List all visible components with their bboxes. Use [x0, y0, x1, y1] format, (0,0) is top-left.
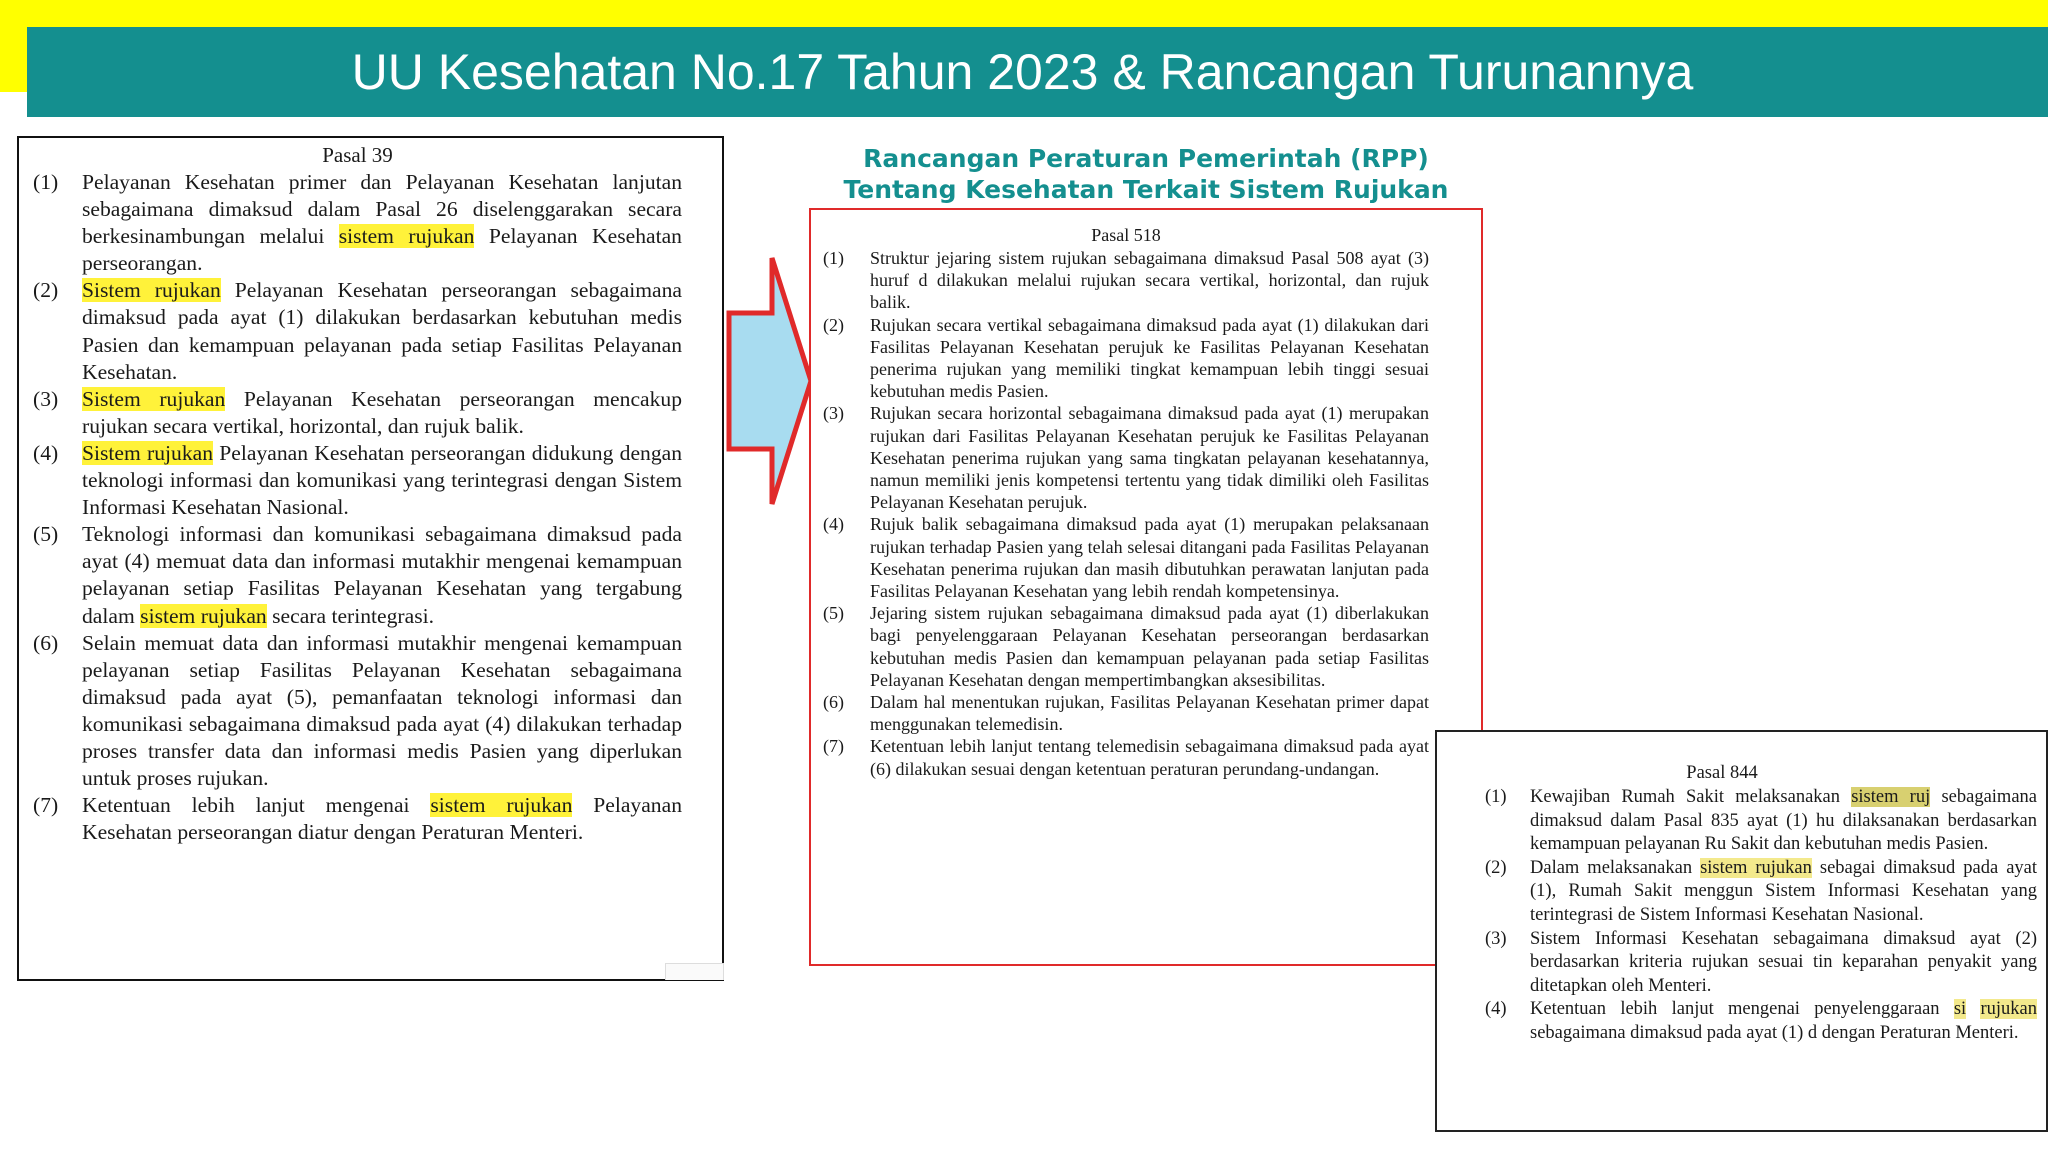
highlighted-term: sistem rujukan: [430, 793, 573, 818]
list-item: [823, 314, 1429, 403]
highlighted-term: sistem rujukan: [140, 603, 267, 628]
list-item: [823, 691, 1429, 735]
text-run: sebagai dimaksud pada ayat (1), Rumah Sakit menggun Sistem Informasi Kesehatan yang terintegrasi de Sistem Informasi Kesehatan Nasional.: [1530, 857, 2038, 925]
rpp-heading-line-2: Tentang Kesehatan Terkait Sistem Rujukan: [843, 175, 1449, 204]
rs-pasal-844-box: [1435, 730, 2048, 1132]
uu-pasal-39-box: [17, 136, 724, 981]
slide-title: UU Kesehatan No.17 Tahun 2023 & Rancangan Turunannya: [27, 27, 2048, 117]
text-run: Pelayanan Kesehatan perseorangan sebagaimana dimaksud pada ayat (1) dilakukan berdasarkan kebutuhan medis Pasien dan kemampuan pelayanan pada setiap Fasilitas Pelayanan Kesehatan.: [82, 278, 682, 384]
item-number: (2): [823, 314, 844, 335]
list-item: [823, 402, 1429, 513]
item-text: [82, 521, 682, 629]
item-text: [1530, 998, 2037, 1045]
list-item: [823, 247, 1429, 314]
item-number: (5): [33, 522, 59, 547]
item-text: [82, 277, 682, 385]
text-run: sebagaimana dimaksud pada ayat (1) d dengan Peraturan Menteri.: [1530, 1022, 2019, 1043]
pasal-title: Pasal 39: [322, 143, 393, 167]
item-number: (1): [823, 248, 844, 268]
text-run: Sistem Informasi Kesehatan sebagaimana dimaksud ayat (2) berdasarkan kriteria rujukan sesuai tin keparahan penyakit yang ditetapkan oleh Menteri.: [1530, 928, 2037, 996]
text-run: Struktur jejaring sistem rujukan sebagaimana dimaksud Pasal 508 ayat (3) huruf d dilakukan melalui rujukan secara vertikal, horizontal, dan rujuk balik.: [870, 248, 1429, 313]
item-text: [870, 247, 1429, 314]
list-item: [1437, 786, 2037, 857]
text-run: Pelayanan Kesehatan perseorangan didukung dengan teknologi informasi dan komunikasi yang terintegrasi dengan Sistem Informasi Kesehatan Nasional.: [82, 440, 682, 520]
list-item: [33, 792, 682, 846]
uu-article-list: [33, 169, 682, 846]
item-text: [870, 402, 1429, 513]
text-run: Kewajiban Rumah Sakit melaksanakan: [1530, 787, 1852, 807]
item-text: [1530, 857, 2037, 928]
text-run: Ketentuan lebih lanjut mengenai: [82, 793, 431, 818]
item-text: [870, 602, 1429, 691]
pasal-title: [1437, 762, 2047, 785]
list-item: [33, 386, 682, 440]
item-text: [82, 169, 682, 277]
text-run: [1966, 999, 1980, 1019]
list-item: [823, 735, 1429, 779]
item-number: (3): [823, 403, 844, 424]
item-number: (5): [823, 603, 844, 624]
item-number: (1): [33, 170, 59, 194]
text-run: Ketentuan lebih lanjut mengenai penyelenggaraan: [1530, 999, 1954, 1020]
right-arrow-icon: [726, 250, 816, 512]
text-run: Selain memuat data dan informasi mutakhir mengenai kemampuan pelayanan setiap Fasilitas Pelayanan Kesehatan sebagaimana dimaksud pada ayat (5), pemanfaatan teknologi informasi dan komunikasi sebagaimana dimaksud pada ayat (4) dilakukan terhadap proses transfer data dan informasi medis Pasien yang diperlukan untuk proses rujukan.: [82, 630, 682, 791]
item-text: [870, 513, 1429, 602]
text-run: Rujukan secara horizontal sebagaimana dimaksud pada ayat (1) merupakan rujukan dari Fasilitas Pelayanan Kesehatan perujuk ke Fasilitas Pelayanan Kesehatan penerima rujukan yang sama tingkatan pelayanan kesehatannya, namun memiliki jenis kompetensi tertentu yang tidak dimiliki oleh Fasilitas Pelayanan Kesehatan perujuk.: [870, 403, 1429, 513]
rpp-heading-line-1: Rancangan Peraturan Pemerintah (RPP): [863, 144, 1429, 173]
list-item: [1437, 928, 2037, 999]
text-run: sebagaimana dimaksud dalam Pasal 835 ayat (1) hu dilaksanakan berdasarkan kemampuan pelayanan Ru Sakit dan kebutuhan medis Pasien.: [1530, 787, 2037, 855]
item-text: [82, 630, 682, 793]
item-text: [82, 792, 682, 846]
highlighted-term: sistem ruj: [1851, 787, 1931, 807]
rpp-heading: [809, 143, 1483, 205]
item-text: [1530, 928, 2037, 999]
pasal-title-text: Pasal 844: [1686, 763, 1758, 783]
text-run: Rujuk balik sebagaimana dimaksud pada ayat (1) merupakan pelaksanaan rujukan terhadap Pasien yang telah selesai ditangani pada Fasilitas Pelayanan Kesehatan penerima rujukan dan masih dibutuhkan perawatan lanjutan pada Fasilitas Pelayanan Kesehatan yang lebih rendah kompetensinya.: [870, 514, 1429, 602]
rpp-article-list: [823, 247, 1429, 780]
pasal-title: Pasal 518: [1091, 225, 1161, 245]
list-item: [1437, 998, 2037, 1045]
highlighted-term: sistem rujukan: [338, 224, 475, 249]
rs-article-list: [1437, 786, 2037, 1046]
text-run: Teknologi informasi dan komunikasi sebagaimana dimaksud pada ayat (4) memuat data dan informasi mutakhir mengenai kemampuan pelayanan setiap Fasilitas Pelayanan Kesehatan yang tergabung dalam: [82, 522, 682, 628]
list-item: [823, 602, 1429, 691]
item-text: [870, 314, 1429, 403]
item-number: (2): [1485, 857, 1507, 878]
highlighted-term: Sistem rujukan: [82, 278, 221, 303]
list-item: [33, 630, 682, 793]
text-run: secara terintegrasi.: [266, 603, 434, 628]
item-number: (4): [1485, 999, 1507, 1020]
list-item: [33, 521, 682, 629]
list-item: [823, 513, 1429, 602]
highlighted-term: rujukan: [1980, 999, 2037, 1020]
item-number: (3): [33, 386, 59, 411]
text-run: Ketentuan lebih lanjut tentang telemedisin sebagaimana dimaksud pada ayat (6) dilakukan sesuai dengan ketentuan peraturan perundang-undangan.: [870, 736, 1429, 779]
item-number: (1): [1485, 787, 1507, 807]
list-item: [33, 169, 682, 277]
list-item: [1437, 857, 2037, 928]
highlighted-term: sistem rujukan: [1700, 857, 1812, 878]
text-run: Dalam melaksanakan: [1530, 857, 1701, 878]
text-run: Jejaring sistem rujukan sebagaimana dimaksud pada ayat (1) diberlakukan bagi penyelenggaraan Pelayanan Kesehatan perseorangan berdasarkan kebutuhan medis Pasien dan kemampuan pelayanan pada setiap Fasilitas Pelayanan Kesehatan dengan mempertimbangkan aksesibilitas.: [870, 603, 1429, 690]
highlighted-term: Sistem rujukan: [82, 440, 214, 465]
item-text: [82, 386, 682, 440]
text-run: Pelayanan Kesehatan primer dan Pelayanan Kesehatan lanjutan sebagaimana dimaksud dalam Pasal 26 diselenggarakan secara berkesinambungan melalui: [82, 170, 682, 249]
item-text: [870, 735, 1429, 779]
text-run: Dalam hal menentukan rujukan, Fasilitas Pelayanan Kesehatan primer dapat menggunakan telemedisin.: [870, 692, 1429, 735]
highlighted-term: Sistem rujukan: [82, 386, 226, 411]
item-number: (2): [33, 278, 59, 303]
highlighted-term: si: [1953, 999, 1967, 1020]
text-run: Pelayanan Kesehatan perseorangan diatur dengan Peraturan Menteri.: [82, 793, 682, 845]
item-text: [870, 691, 1429, 735]
item-number: (6): [33, 630, 59, 655]
rpp-pasal-518-box: [809, 208, 1483, 966]
item-number: (4): [823, 514, 844, 535]
list-item: [33, 440, 682, 521]
item-number: (7): [823, 736, 844, 757]
text-run: Pelayanan Kesehatan perseorangan.: [82, 224, 682, 276]
item-text: [1530, 786, 2037, 857]
item-number: (3): [1485, 928, 1507, 949]
item-text: [82, 440, 682, 521]
text-run: Rujukan secara vertikal sebagaimana dimaksud pada ayat (1) dilakukan dari Fasilitas Pelayanan Kesehatan perujuk ke Fasilitas Pelayanan Kesehatan penerima rujukan yang memiliki tingkat kemampuan lebih tinggi sesuai kebutuhan medis Pasien.: [870, 314, 1429, 402]
item-number: (6): [823, 692, 844, 713]
text-run: Pelayanan Kesehatan perseorangan mencakup rujukan secara vertikal, horizontal, dan rujuk balik.: [82, 386, 683, 438]
scroll-tab: [665, 963, 724, 980]
item-number: (7): [33, 793, 59, 818]
list-item: [33, 277, 682, 385]
item-number: (4): [33, 440, 59, 465]
